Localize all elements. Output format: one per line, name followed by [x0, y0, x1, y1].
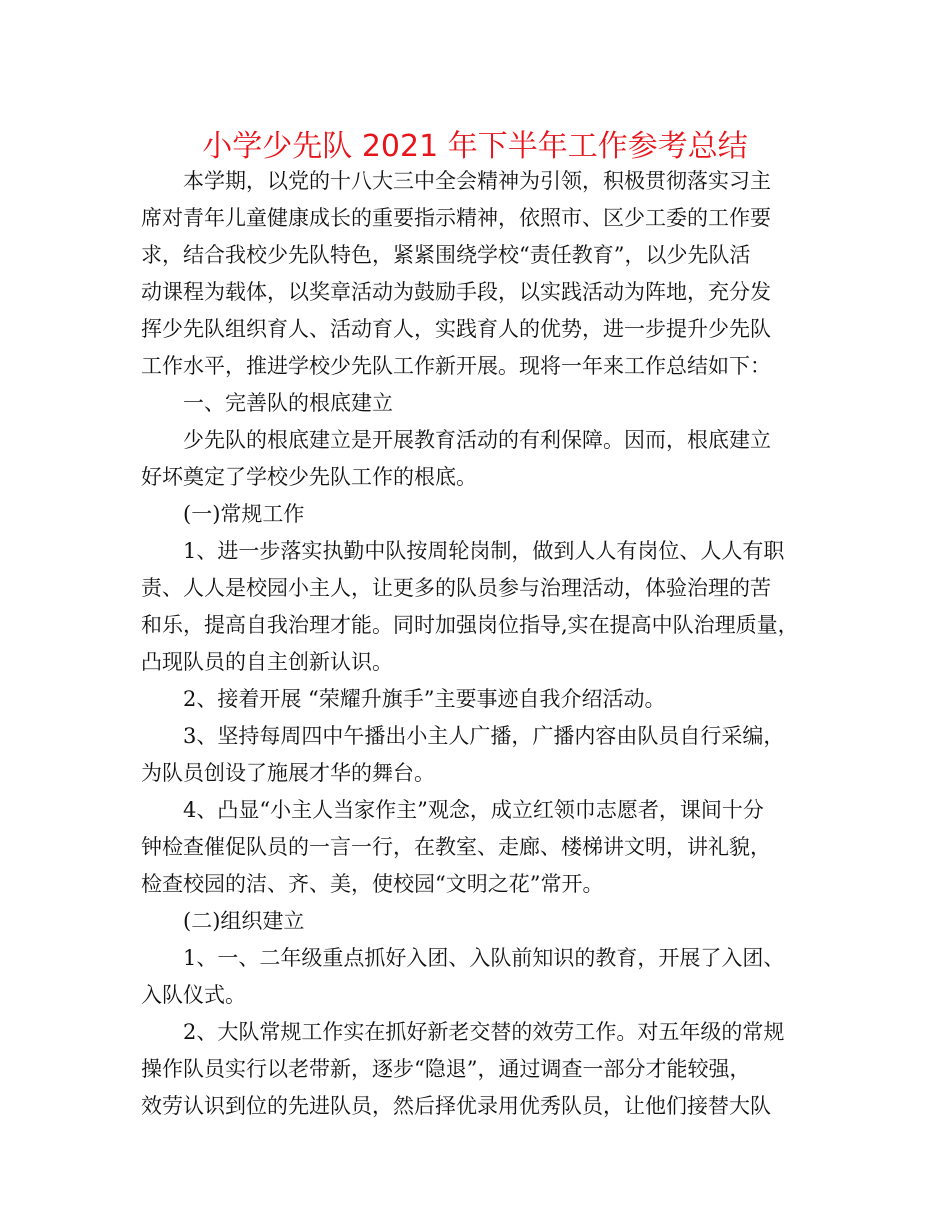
paragraph-line: 挥少先队组织育人、活动育人，实践育人的优势，进一步提升少先队: [141, 317, 771, 341]
paragraph-line: 责、人人是校园小主人，让更多的队员参与治理活动，体验治理的苦: [141, 576, 771, 600]
subsection-heading: (一)常规工作: [183, 502, 305, 526]
paragraph-line: 求，结合我校少先队特色，紧紧围绕学校“责任教育”，以少先队活: [141, 243, 751, 267]
paragraph-line: 1、进一步落实执勤中队按周轮岗制，做到人人有岗位、人人有职: [183, 539, 785, 563]
paragraph-line: 操作队员实行以老带新，逐步“隐退”，通过调查一部分才能较强，: [141, 1057, 751, 1081]
paragraph-line: 入队仪式。: [141, 983, 246, 1007]
paragraph-line: 效劳认识到位的先进队员，然后择优录用优秀队员，让他们接替大队: [141, 1094, 771, 1118]
paragraph-line: 检查校园的洁、齐、美，使校园“文明之花”常开。: [141, 872, 604, 896]
paragraph-line: 本学期，以党的十八大三中全会精神为引领，积极贯彻落实习主: [183, 169, 771, 193]
paragraph-line: 动课程为载体，以奖章活动为鼓励手段，以实践活动为阵地，充分发: [141, 280, 771, 304]
paragraph-line: 少先队的根底建立是开展教育活动的有利保障。因而，根底建立: [183, 428, 771, 452]
paragraph-line: 工作水平，推进学校少先队工作新开展。现将一年来工作总结如下：: [141, 354, 771, 378]
paragraph-line: 4、凸显“小主人当家作主”观念，成立红领巾志愿者，课间十分: [183, 798, 764, 822]
paragraph-line: 凸现队员的自主创新认识。: [141, 650, 393, 674]
section-heading: 一、完善队的根底建立: [183, 391, 393, 415]
paragraph-line: 为队员创设了施展才华的舞台。: [141, 761, 435, 785]
paragraph-line: 好坏奠定了学校少先队工作的根底。: [141, 465, 477, 489]
paragraph-line: 2、接着开展 “荣耀升旗手”主要事迹自我介绍活动。: [183, 687, 666, 711]
document-title: 小学少先队 2021 年下半年工作参考总结: [202, 129, 748, 164]
paragraph-line: 钟检查催促队员的一言一行，在教室、走廊、楼梯讲文明，讲礼貌，: [141, 835, 771, 859]
subsection-heading: (二)组织建立: [183, 909, 305, 933]
paragraph-line: 3、坚持每周四中午播出小主人广播，广播内容由队员自行采编，: [183, 724, 785, 748]
document-body: [141, 163, 811, 1125]
paragraph-line: 2、大队常规工作实在抓好新老交替的效劳工作。对五年级的常规: [183, 1020, 785, 1044]
paragraph-line: 和乐，提高自我治理才能。同时加强岗位指导,实在提高中队治理质量，: [141, 613, 799, 637]
paragraph-line: 1、一、二年级重点抓好入团、入队前知识的教育，开展了入团、: [183, 946, 785, 970]
paragraph-line: 席对青年儿童健康成长的重要指示精神，依照市、区少工委的工作要: [141, 206, 771, 230]
